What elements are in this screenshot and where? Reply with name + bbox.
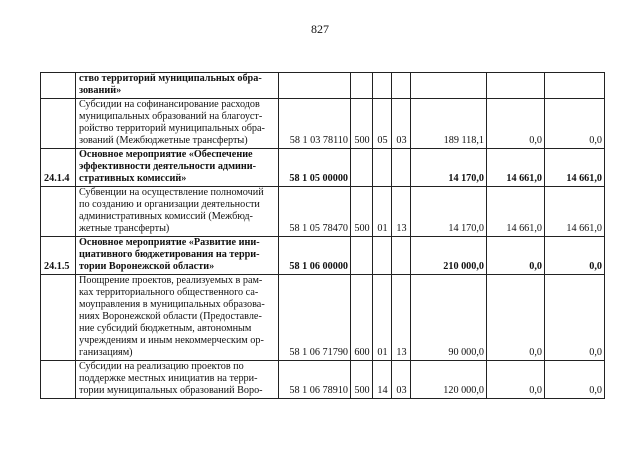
row-name-line: зований (Межбюджетные трансферты) (79, 135, 248, 146)
row-name-line: моуправления в муниципальных образова- (79, 299, 265, 310)
row-name-line: жетные трансферты) (79, 223, 170, 234)
table-body (41, 73, 605, 399)
expense-type-cell (351, 73, 373, 99)
row-name-line: ство территорий муниципальных обра- (79, 73, 262, 84)
page-number: 827 (311, 22, 329, 36)
row-name-cell (76, 99, 279, 149)
section-cell: 01 (373, 275, 392, 361)
table-row (41, 73, 605, 99)
section-cell (373, 73, 392, 99)
row-name-cell (76, 149, 279, 187)
row-name-line: поддержке местных инициатив на терри- (79, 373, 258, 384)
row-name-line: эффективности деятельности админи- (79, 161, 257, 172)
amount-year3-cell: 14 661,0 (545, 187, 605, 237)
expense-type-cell: 500 (351, 187, 373, 237)
amount-year1-cell: 120 000,0 (411, 361, 487, 399)
amount-year2-cell: 14 661,0 (487, 187, 545, 237)
row-name-line: Основное мероприятие «Развитие ини- (79, 237, 260, 248)
subsection-cell: 13 (392, 187, 411, 237)
row-name-cell (76, 187, 279, 237)
expense-type-cell: 500 (351, 99, 373, 149)
amount-year2-cell: 14 661,0 (487, 149, 545, 187)
amount-year2-cell: 0,0 (487, 237, 545, 275)
expense-type-cell (351, 237, 373, 275)
row-name-cell (76, 237, 279, 275)
section-cell: 01 (373, 187, 392, 237)
table-row (41, 99, 605, 149)
row-number-cell (41, 99, 76, 149)
row-name-line: циативного бюджетирования на терри- (79, 249, 260, 260)
row-number-cell (41, 73, 76, 99)
row-name-line: по созданию и организации деятельности (79, 199, 260, 210)
amount-year1-cell: 210 000,0 (411, 237, 487, 275)
table-row (41, 187, 605, 237)
row-name-line: тории Воронежской области» (79, 261, 215, 272)
amount-year2-cell: 0,0 (487, 275, 545, 361)
section-cell (373, 237, 392, 275)
budget-table (40, 72, 605, 399)
target-code-cell: 58 1 06 78910 (279, 361, 351, 399)
row-name-line: ках территориального общественного са- (79, 287, 259, 298)
row-number-cell (41, 187, 76, 237)
expense-type-cell (351, 149, 373, 187)
amount-year3-cell: 0,0 (545, 361, 605, 399)
amount-year1-cell: 14 170,0 (411, 187, 487, 237)
row-name-line: Поощрение проектов, реализуемых в рам- (79, 275, 263, 286)
row-name-line: ние субсидий бюджетным, автономным (79, 323, 252, 334)
section-cell: 14 (373, 361, 392, 399)
target-code-cell: 58 1 05 78470 (279, 187, 351, 237)
amount-year2-cell (487, 73, 545, 99)
row-name-line: тории муниципальных образований Воро- (79, 385, 263, 396)
row-name-line: зований» (79, 85, 122, 96)
row-name-line: ганизациям) (79, 347, 133, 358)
amount-year3-cell (545, 73, 605, 99)
table-row (41, 361, 605, 399)
subsection-cell (392, 237, 411, 275)
subsection-cell (392, 73, 411, 99)
row-name-cell (76, 361, 279, 399)
row-name-line: учреждениям и иным некоммерческим ор- (79, 335, 264, 346)
amount-year3-cell: 0,0 (545, 99, 605, 149)
row-name-line: ройство территорий муниципальных обра- (79, 123, 265, 134)
row-name-line: Субсидии на реализацию проектов по (79, 361, 244, 372)
row-number-cell (41, 361, 76, 399)
amount-year1-cell: 14 170,0 (411, 149, 487, 187)
subsection-cell: 13 (392, 275, 411, 361)
row-name-line: Субсидии на софинансирование расходов (79, 99, 260, 110)
amount-year3-cell: 0,0 (545, 237, 605, 275)
row-number-cell (41, 275, 76, 361)
expense-type-cell: 600 (351, 275, 373, 361)
target-code-cell: 58 1 06 00000 (279, 237, 351, 275)
row-name-cell (76, 73, 279, 99)
row-name-line: муниципальных образований на благоуст- (79, 111, 263, 122)
row-name-line: административных комиссий (Межбюд- (79, 211, 253, 222)
row-name-line: Субвенции на осуществление полномочий (79, 187, 264, 198)
target-code-cell: 58 1 06 71790 (279, 275, 351, 361)
section-cell (373, 149, 392, 187)
row-name-line: ниях Воронежской области (Предоставле- (79, 311, 262, 322)
row-name-line: стративных комиссий» (79, 173, 187, 184)
table-row (41, 237, 605, 275)
target-code-cell: 58 1 03 78110 (279, 99, 351, 149)
subsection-cell: 03 (392, 99, 411, 149)
table-row (41, 149, 605, 187)
row-number-cell: 24.1.5 (41, 237, 76, 275)
target-code-cell: 58 1 05 00000 (279, 149, 351, 187)
section-cell: 05 (373, 99, 392, 149)
amount-year2-cell: 0,0 (487, 99, 545, 149)
row-name-line: Основное мероприятие «Обеспечение (79, 149, 253, 160)
expense-type-cell: 500 (351, 361, 373, 399)
row-name-cell (76, 275, 279, 361)
table-row (41, 275, 605, 361)
subsection-cell (392, 149, 411, 187)
amount-year1-cell: 189 118,1 (411, 99, 487, 149)
amount-year3-cell: 0,0 (545, 275, 605, 361)
subsection-cell: 03 (392, 361, 411, 399)
target-code-cell (279, 73, 351, 99)
amount-year1-cell: 90 000,0 (411, 275, 487, 361)
amount-year2-cell: 0,0 (487, 361, 545, 399)
amount-year1-cell (411, 73, 487, 99)
row-number-cell: 24.1.4 (41, 149, 76, 187)
amount-year3-cell: 14 661,0 (545, 149, 605, 187)
